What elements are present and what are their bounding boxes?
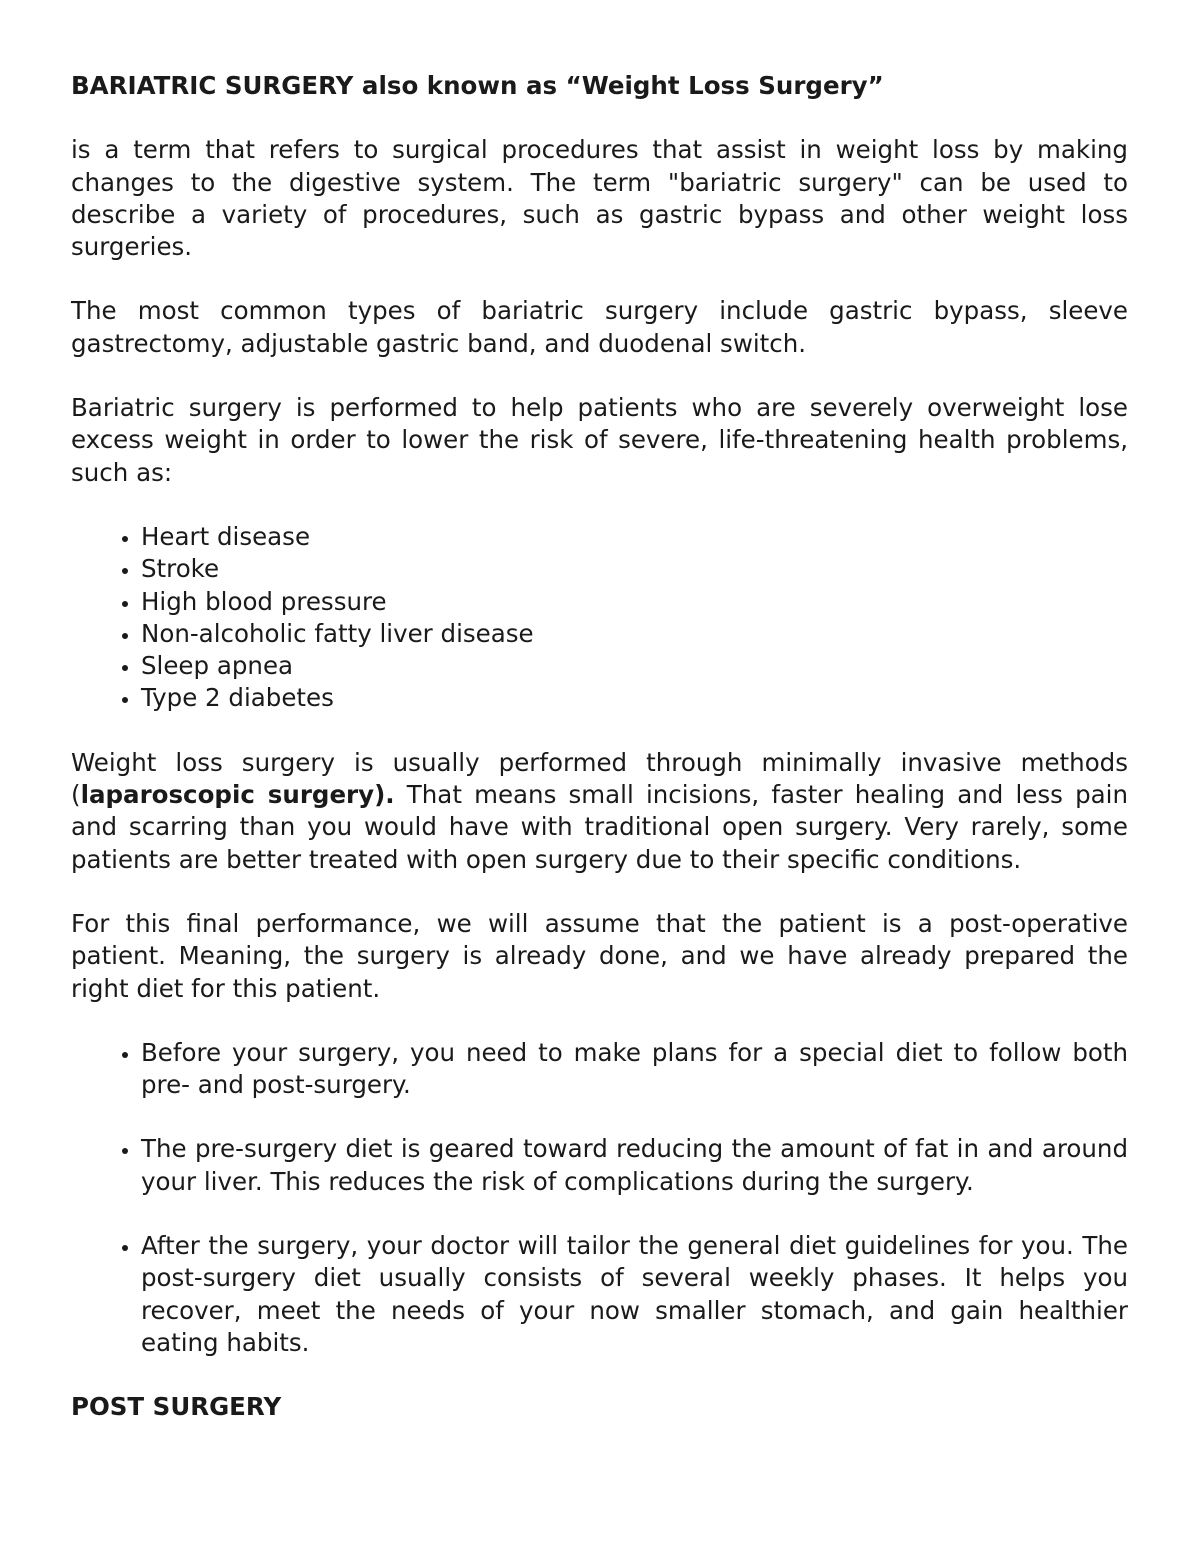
- methods-text-after: That means small incisions, faster healing and less pain and scarring than you would have with traditional open surgery. Very rarely, some patients are better treated with open surgery due to their specific conditions.: [71, 780, 1128, 874]
- intro-paragraph: is a term that refers to surgical procedures that assist in weight loss by making changes to the digestive system. The term "bariatric surgery" can be used to describe a variety of procedures, such as gastric bypass and other weight loss surgeries.: [71, 135, 1128, 262]
- list-item: • After the surgery, your doctor will tailor the general diet guidelines for you. The post-surgery diet usually consists of several weekly phases. It helps you recover, meet the needs of your now smaller stomach, and gain healthier eating habits.: [141, 1230, 1128, 1359]
- types-paragraph: The most common types of bariatric surgery include gastric bypass, sleeve gastrectomy, adjustable gastric band, and duodenal switch.: [71, 296, 1128, 358]
- document-title: BARIATRIC SURGERY also known as “Weight Loss Surgery”: [71, 71, 884, 100]
- methods-text-before: Weight loss surgery is usually performed through minimally invasive methods (: [71, 747, 1128, 810]
- post-surgery-heading: POST SURGERY: [71, 1392, 282, 1422]
- list-item: • Stroke: [141, 553, 1128, 585]
- health-problems-list: [71, 521, 1128, 715]
- list-item: • The pre-surgery diet is geared toward reducing the amount of fat in and around your liver. This reduces the risk of complications during the surgery.: [141, 1133, 1128, 1198]
- list-item: • Before your surgery, you need to make plans for a special diet to follow both pre- and post-surgery.: [141, 1037, 1128, 1102]
- diet-points-list: [71, 1037, 1128, 1359]
- list-item: • Heart disease: [141, 521, 1128, 553]
- document-page: [71, 70, 1128, 1424]
- purpose-paragraph: Bariatric surgery is performed to help patients who are severely overweight lose excess weight in order to lower the risk of severe, life-threatening health problems, such as:: [71, 393, 1128, 487]
- final-performance-paragraph: For this final performance, we will assume that the patient is a post-operative patient. Meaning, the surgery is already done, and we have already prepared the right diet for this patient.: [71, 908, 1128, 1003]
- list-item: • High blood pressure: [141, 586, 1128, 618]
- list-item: • Non-alcoholic fatty liver disease: [141, 618, 1128, 650]
- list-item: • Type 2 diabetes: [141, 682, 1128, 714]
- methods-paragraph: [71, 747, 1128, 876]
- list-item: • Sleep apnea: [141, 650, 1128, 682]
- methods-bold-term: laparoscopic surgery).: [80, 780, 395, 810]
